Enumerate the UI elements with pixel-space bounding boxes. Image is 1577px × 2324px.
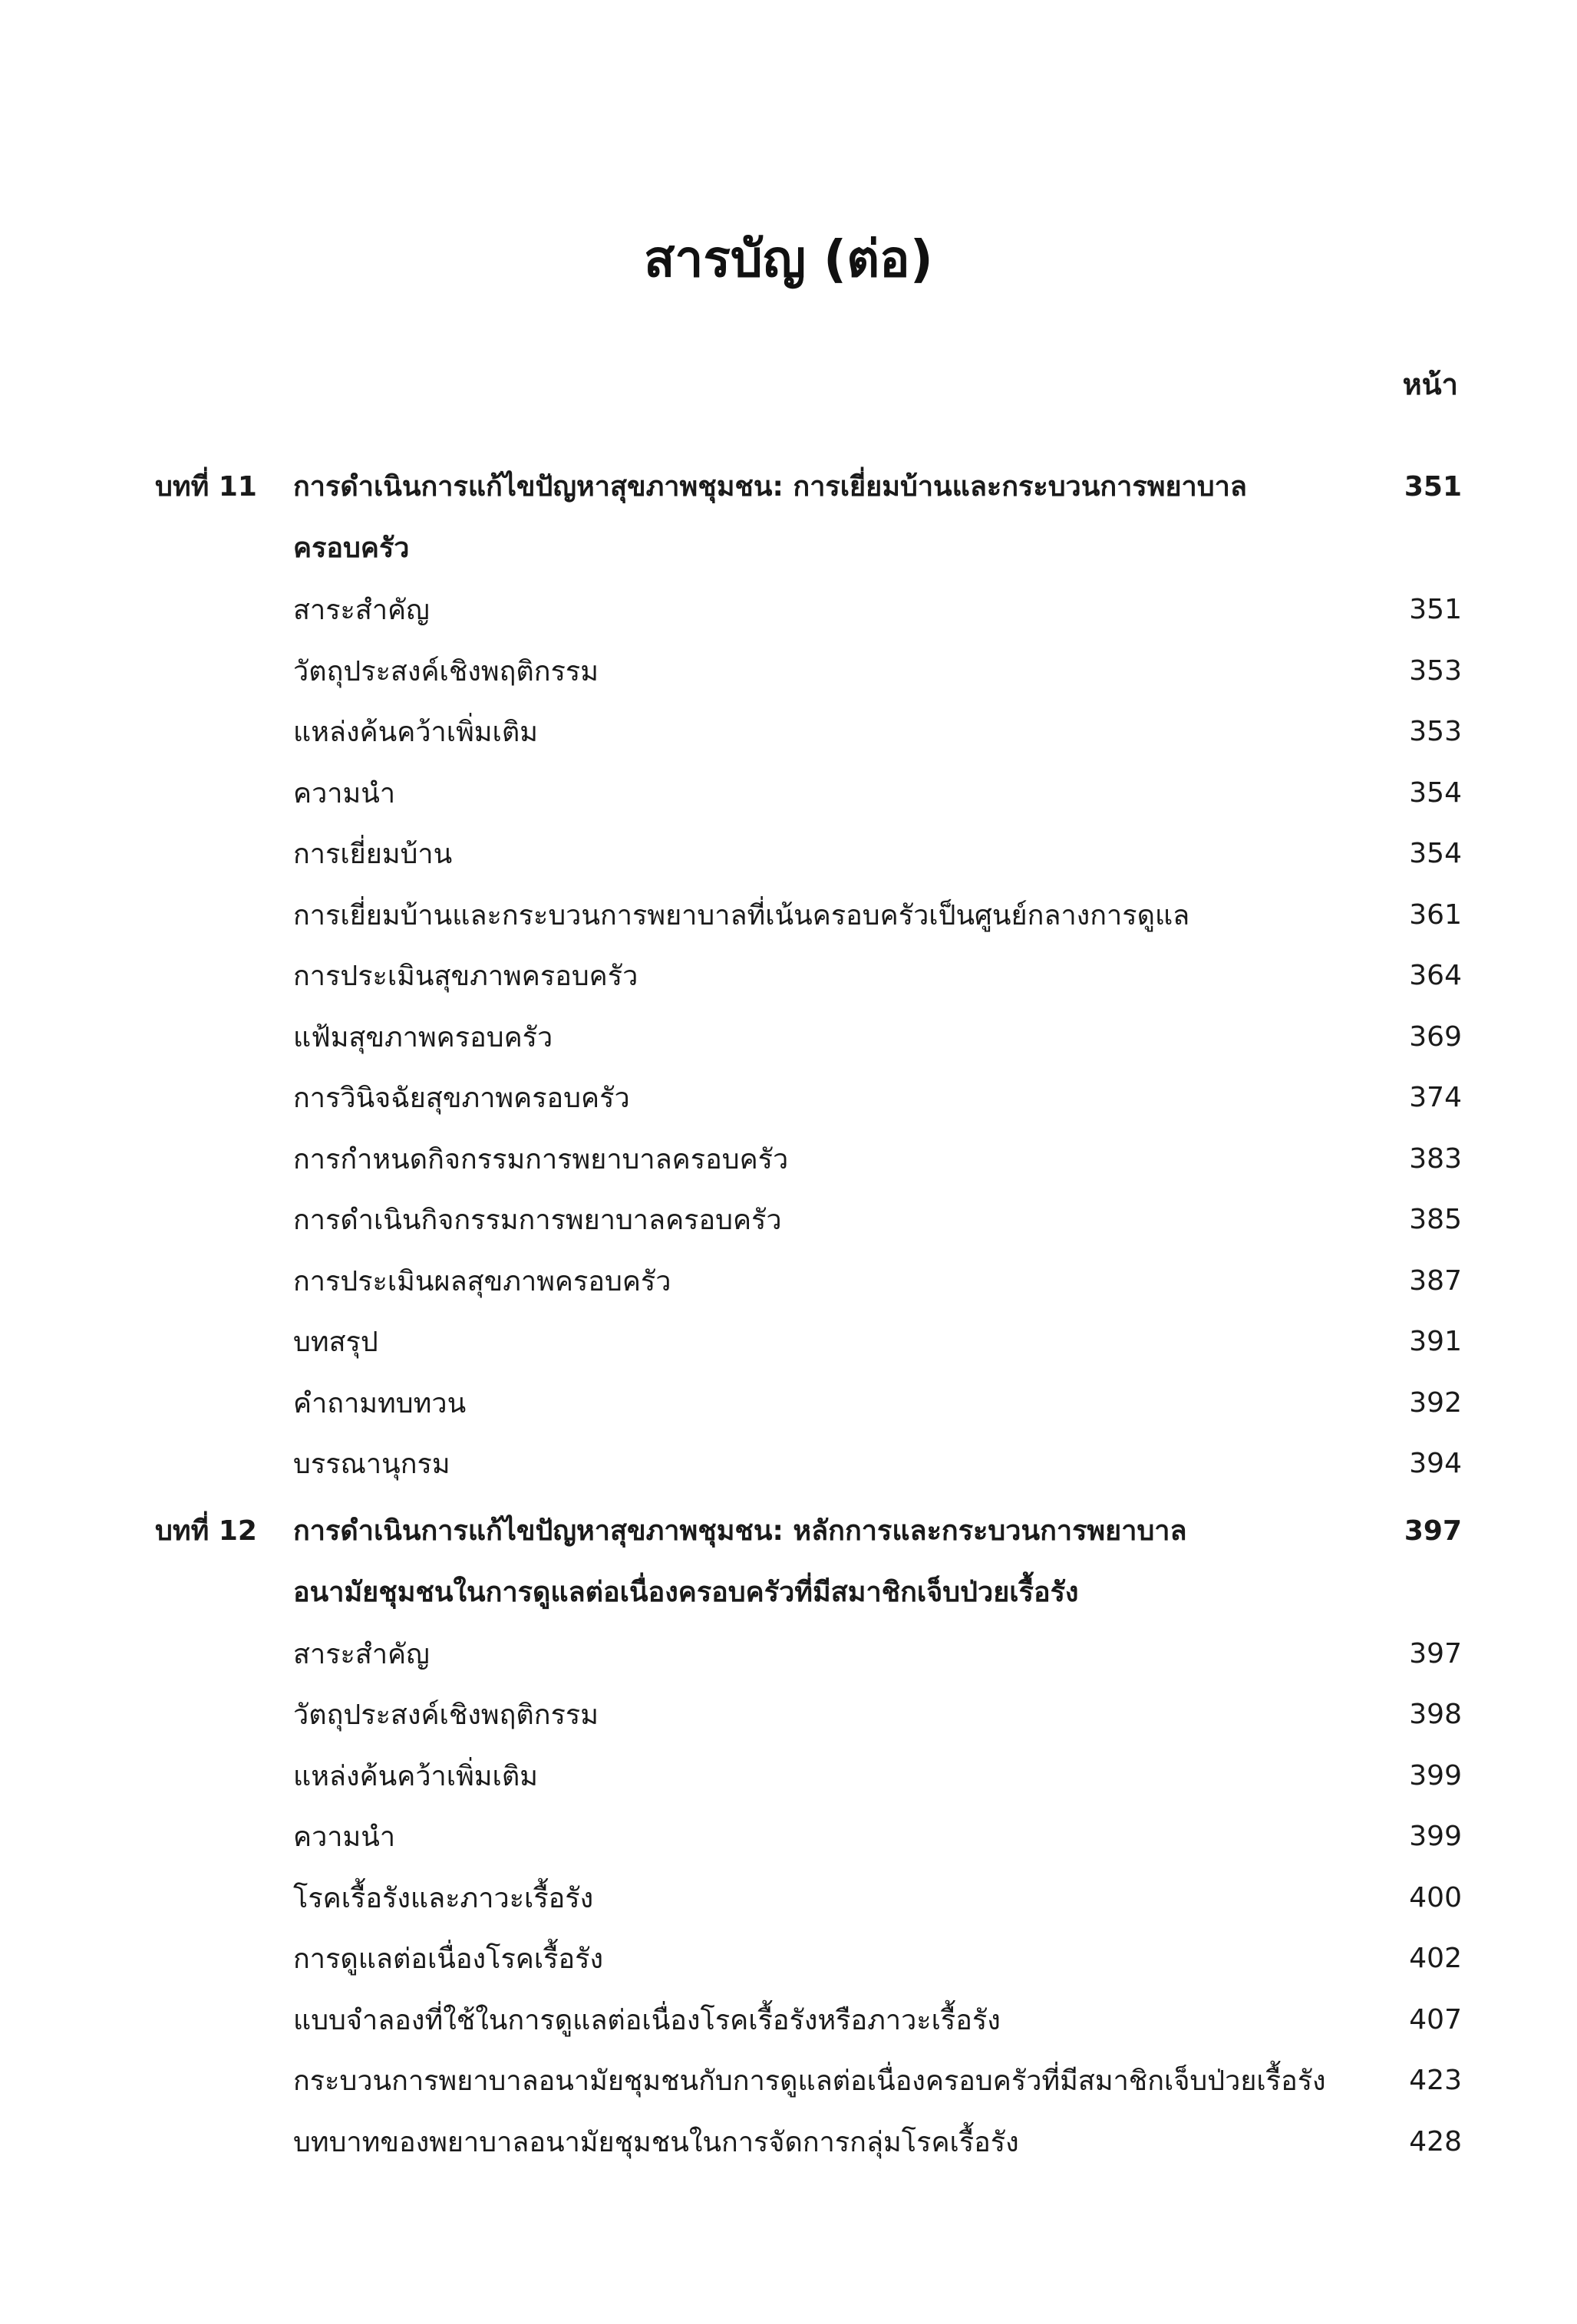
chapter-title-line: ครอบครัว: [293, 532, 410, 564]
toc-entry-title: บรรณานุกรม: [293, 1449, 450, 1481]
chapter-heading[interactable]: [155, 457, 1462, 579]
toc-entry-page: 400: [1409, 1881, 1462, 1914]
chapter-label: บทที่ 12: [155, 1515, 257, 1547]
toc-entry-page: 394: [1409, 1448, 1462, 1480]
toc-entry-title: คำถามทบทวน: [293, 1387, 467, 1419]
toc-entry-page: 399: [1409, 1821, 1462, 1853]
toc-entry-page: 364: [1409, 960, 1462, 992]
chapter-page-number: 397: [1404, 1515, 1462, 1547]
toc-entry-page: 392: [1409, 1386, 1462, 1419]
toc-entry-page: 361: [1409, 898, 1462, 931]
toc-entry[interactable]: [155, 1928, 1462, 1989]
toc-entry[interactable]: [155, 1624, 1462, 1685]
toc-entry-page: 399: [1409, 1759, 1462, 1792]
toc-entry[interactable]: [155, 823, 1462, 885]
toc-entry-title: โรคเรื้อรังและภาวะเรื้อรัง: [293, 1882, 594, 1914]
toc-entry-page: 391: [1409, 1326, 1462, 1358]
toc-entry[interactable]: [155, 1251, 1462, 1312]
toc-entry-title: สาระสำคัญ: [293, 595, 430, 627]
toc-entry[interactable]: [155, 1433, 1462, 1495]
toc-entry[interactable]: [155, 763, 1462, 824]
toc-entry-title: การดูแลต่อเนื่องโรคเรื้อรัง: [293, 1943, 604, 1976]
toc-entry-page: 374: [1409, 1082, 1462, 1114]
toc-entry-title: สาระสำคัญ: [293, 1638, 430, 1670]
toc-entry-title: การวินิจฉัยสุขภาพครอบครัว: [293, 1083, 630, 1115]
toc-entry[interactable]: [155, 945, 1462, 1007]
page-number-column-header: หน้า: [1402, 368, 1458, 401]
toc-entry-page: 402: [1409, 1943, 1462, 1975]
toc-entry-title: การเยี่ยมบ้าน: [293, 839, 453, 871]
toc-entry[interactable]: [155, 2050, 1462, 2111]
toc-entry-page: 383: [1409, 1142, 1462, 1175]
toc-entry-title: ความนำ: [293, 1821, 396, 1854]
toc-entry-page: 428: [1409, 2125, 1462, 2158]
toc-entry[interactable]: [155, 1129, 1462, 1190]
toc-entry-title: กระบวนการพยาบาลอนามัยชุมชนกับการดูแลต่อเนื่องครอบครัวที่มีสมาชิกเจ็บป่วยเรื้อรัง: [293, 2065, 1326, 2098]
toc-entry-title: วัตถุประสงค์เชิงพฤติกรรม: [293, 655, 599, 687]
toc-entry-title: การดำเนินกิจกรรมการพยาบาลครอบครัว: [293, 1205, 782, 1237]
toc-entry-page: 407: [1409, 2003, 1462, 2036]
toc-entry[interactable]: [155, 1189, 1462, 1251]
chapter-title: [293, 1501, 1393, 1624]
toc-entry-page: 398: [1409, 1699, 1462, 1731]
toc-entry[interactable]: [155, 1684, 1462, 1745]
table-of-contents: [155, 457, 1462, 2172]
toc-entry-title: แหล่งค้นคว้าเพิ่มเติม: [293, 1760, 538, 1792]
toc-entry-title: วัตถุประสงค์เชิงพฤติกรรม: [293, 1699, 599, 1732]
toc-entry[interactable]: [155, 1806, 1462, 1867]
toc-entry[interactable]: [155, 1007, 1462, 1068]
toc-entry-title: การประเมินสุขภาพครอบครัว: [293, 961, 638, 993]
toc-entry[interactable]: [155, 701, 1462, 763]
toc-entry[interactable]: [155, 2111, 1462, 2173]
toc-entry[interactable]: [155, 1745, 1462, 1807]
toc-entry[interactable]: [155, 1373, 1462, 1434]
chapter-title: [293, 457, 1393, 579]
toc-entry-page: 423: [1409, 2065, 1462, 2097]
chapter-title-line: การดำเนินการแก้ไขปัญหาสุขภาพชุมชน: หลักการและกระบวนการพยาบาล: [293, 1515, 1187, 1547]
toc-entry[interactable]: [155, 1311, 1462, 1373]
page-title: สารบัญ (ต่อ): [644, 229, 933, 288]
chapter-page-number: 351: [1404, 471, 1462, 503]
toc-entry-title: บทสรุป: [293, 1327, 378, 1359]
toc-entry-page: 385: [1409, 1204, 1462, 1236]
toc-entry-page: 353: [1409, 716, 1462, 748]
toc-entry-page: 353: [1409, 654, 1462, 687]
toc-entry[interactable]: [155, 579, 1462, 641]
toc-entry[interactable]: [155, 1989, 1462, 2051]
toc-entry[interactable]: [155, 885, 1462, 946]
toc-entry-title: บทบาทของพยาบาลอนามัยชุมชนในการจัดการกลุ่มโรคเรื้อรัง: [293, 2126, 1019, 2158]
toc-entry-title: แฟ้มสุขภาพครอบครัว: [293, 1021, 553, 1053]
toc-entry-page: 397: [1409, 1637, 1462, 1670]
toc-entry-page: 354: [1409, 838, 1462, 870]
toc-entry-page: 351: [1409, 594, 1462, 626]
chapter-title-line: อนามัยชุมชนในการดูแลต่อเนื่องครอบครัวที่มีสมาชิกเจ็บป่วยเรื้อรัง: [293, 1576, 1079, 1608]
toc-entry[interactable]: [155, 1867, 1462, 1929]
toc-entry-title: การกำหนดกิจกรรมการพยาบาลครอบครัว: [293, 1143, 789, 1175]
toc-entry-page: 354: [1409, 776, 1462, 809]
toc-entry[interactable]: [155, 641, 1462, 702]
toc-entry-title: การเยี่ยมบ้านและกระบวนการพยาบาลที่เน้นครอบครัวเป็นศูนย์กลางการดูแล: [293, 899, 1190, 931]
toc-entry-title: ความนำ: [293, 777, 396, 809]
toc-entry-page: 369: [1409, 1020, 1462, 1053]
toc-entry-page: 387: [1409, 1264, 1462, 1297]
toc-entry-title: แบบจำลองที่ใช้ในการดูแลต่อเนื่องโรคเรื้อรังหรือภาวะเรื้อรัง: [293, 2004, 1001, 2036]
chapter-heading[interactable]: [155, 1501, 1462, 1624]
toc-entry-title: การประเมินผลสุขภาพครอบครัว: [293, 1265, 671, 1297]
toc-entry[interactable]: [155, 1067, 1462, 1129]
chapter-spacer: [155, 1495, 1462, 1501]
chapter-label: บทที่ 11: [155, 471, 257, 503]
chapter-title-line: การดำเนินการแก้ไขปัญหาสุขภาพชุมชน: การเยี่ยมบ้านและกระบวนการพยาบาล: [293, 471, 1247, 503]
toc-entry-title: แหล่งค้นคว้าเพิ่มเติม: [293, 717, 538, 749]
